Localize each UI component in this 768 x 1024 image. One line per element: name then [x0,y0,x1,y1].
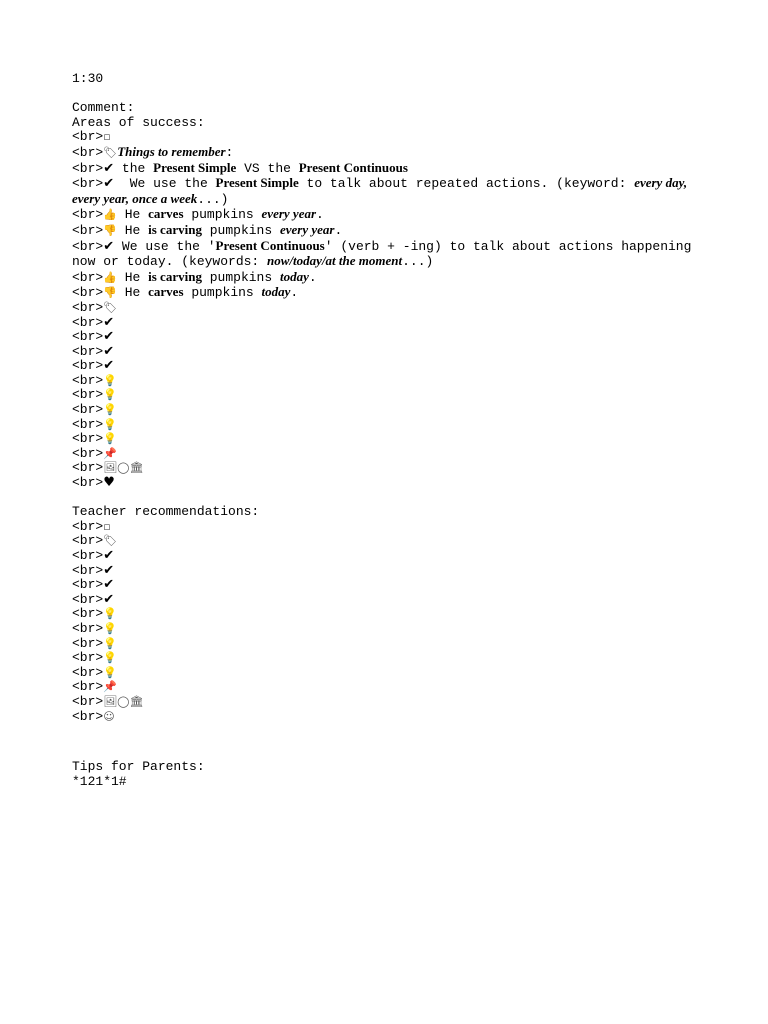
picture-circle-building-icon: 🖼◯🏛 [103,461,144,475]
tag-icon: 🏷 [103,534,118,548]
rec-box-line: <br>▫ [72,518,111,534]
check-icon: ✔ [103,591,115,607]
thumbs-up-icon: 👍 [103,208,117,222]
simple-vs-continuous-line: <br>✔ the Present Simple VS the Present Continuous [72,159,408,176]
rec-bulb-line: <br>💡 [72,620,117,636]
rec-pin-line: <br>📌 [72,679,117,695]
rec-check-line: <br>✔ [72,548,115,563]
bulb-icon: 💡 [103,607,117,621]
check-icon: ✔ [103,577,115,593]
bulb-icon: 💡 [103,636,117,650]
tag-icon: 🏷 [103,300,118,314]
example-1: <br>👍 He carves pumpkins every year. [72,206,324,223]
example-2: <br>👎 He is carving pumpkins every year. [72,221,343,238]
check-icon: ✔ [103,238,115,254]
bulb-icon: 💡 [103,373,117,387]
areas-line-1: <br>▫ [72,129,111,145]
thumbs-down-icon: 👎 [103,223,117,237]
rule-present-continuous-cont: now or today. (keywords: now/today/at the moment...) [72,253,434,270]
areas-check-line: <br>✔ [72,343,115,359]
areas-check-line: <br>✔ [72,358,115,374]
rec-check-line: <br>✔ [72,577,115,593]
rec-group-line: <br>🖼◯🏛 [72,693,144,709]
heart-icon: ♥ [103,475,115,491]
bulb-icon: 💡 [103,388,117,402]
teacher-recommendations-label: Teacher recommendations: [72,504,260,520]
areas-tag-line: <br>🏷 [72,299,118,315]
bulb-icon: 💡 [103,621,117,635]
rec-bulb-line: <br>💡 [72,635,117,651]
areas-bulb-line: <br>💡 [72,431,117,447]
example-4: <br>👎 He carves pumpkins today. [72,284,299,301]
areas-bulb-line: <br>💡 [72,387,117,403]
bulb-icon: 💡 [103,403,117,417]
rec-check-line: <br>✔ [72,591,115,607]
comment-label: Comment: [72,100,135,116]
areas-check-line: <br>✔ [72,314,115,330]
box-icon: ▫ [103,519,111,533]
check-icon: ✔ [103,548,115,563]
check-icon: ✔ [103,314,115,330]
tips-for-parents-label: Tips for Parents: [72,759,205,775]
areas-of-success-label: Areas of success: [72,114,205,130]
pin-icon: 📌 [103,680,117,694]
thumbs-up-icon: 👍 [103,270,117,284]
areas-pin-line: <br>📌 [72,445,117,461]
areas-group-line: <br>🖼◯🏛 [72,460,144,476]
example-3: <br>👍 He is carving pumpkins today. [72,268,317,285]
things-to-remember-line: <br>🏷Things to remember: [72,143,234,160]
check-icon: ✔ [103,329,115,345]
areas-bulb-line: <br>💡 [72,372,117,388]
areas-check-line: <br>✔ [72,329,115,345]
rule-present-simple-cont: every year, once a week...) [72,190,229,207]
rule-present-continuous: <br>✔ We use the 'Present Continuous' (verb + -ing) to talk about actions happening [72,237,692,254]
rec-bulb-line: <br>💡 [72,650,117,666]
bulb-icon: 💡 [103,665,117,679]
check-icon: ✔ [103,343,115,359]
check-icon: ✔ [103,176,115,192]
areas-bulb-line: <br>💡 [72,402,117,418]
check-icon: ✔ [103,160,115,176]
areas-heart-line: <br>♥ [72,475,115,491]
picture-circle-building-icon: 🖼◯🏛 [103,694,144,708]
check-icon: ✔ [103,358,115,374]
box-icon: ▫ [103,130,111,144]
tag-icon: 🏷 [103,145,118,159]
areas-bulb-line: <br>💡 [72,416,117,432]
rule-present-simple: <br>✔ We use the Present Simple to talk about repeated actions. (keyword: every day, [72,175,688,192]
check-icon: ✔ [103,562,115,578]
bulb-icon: 💡 [103,432,117,446]
rec-bulb-line: <br>💡 [72,606,117,622]
pin-icon: 📌 [103,446,117,460]
document-body [72,72,702,789]
code-text: *121*1# [72,773,127,789]
time-text: 1:30 [72,71,104,86]
smile-icon: ☺ [103,709,115,723]
rec-smile-line: <br>☺ [72,708,115,724]
rec-tag-line: <br>🏷 [72,533,118,549]
rec-check-line: <br>✔ [72,562,115,578]
thumbs-down-icon: 👎 [103,286,117,300]
rec-bulb-line: <br>💡 [72,664,117,680]
bulb-icon: 💡 [103,651,117,665]
bulb-icon: 💡 [103,417,117,431]
